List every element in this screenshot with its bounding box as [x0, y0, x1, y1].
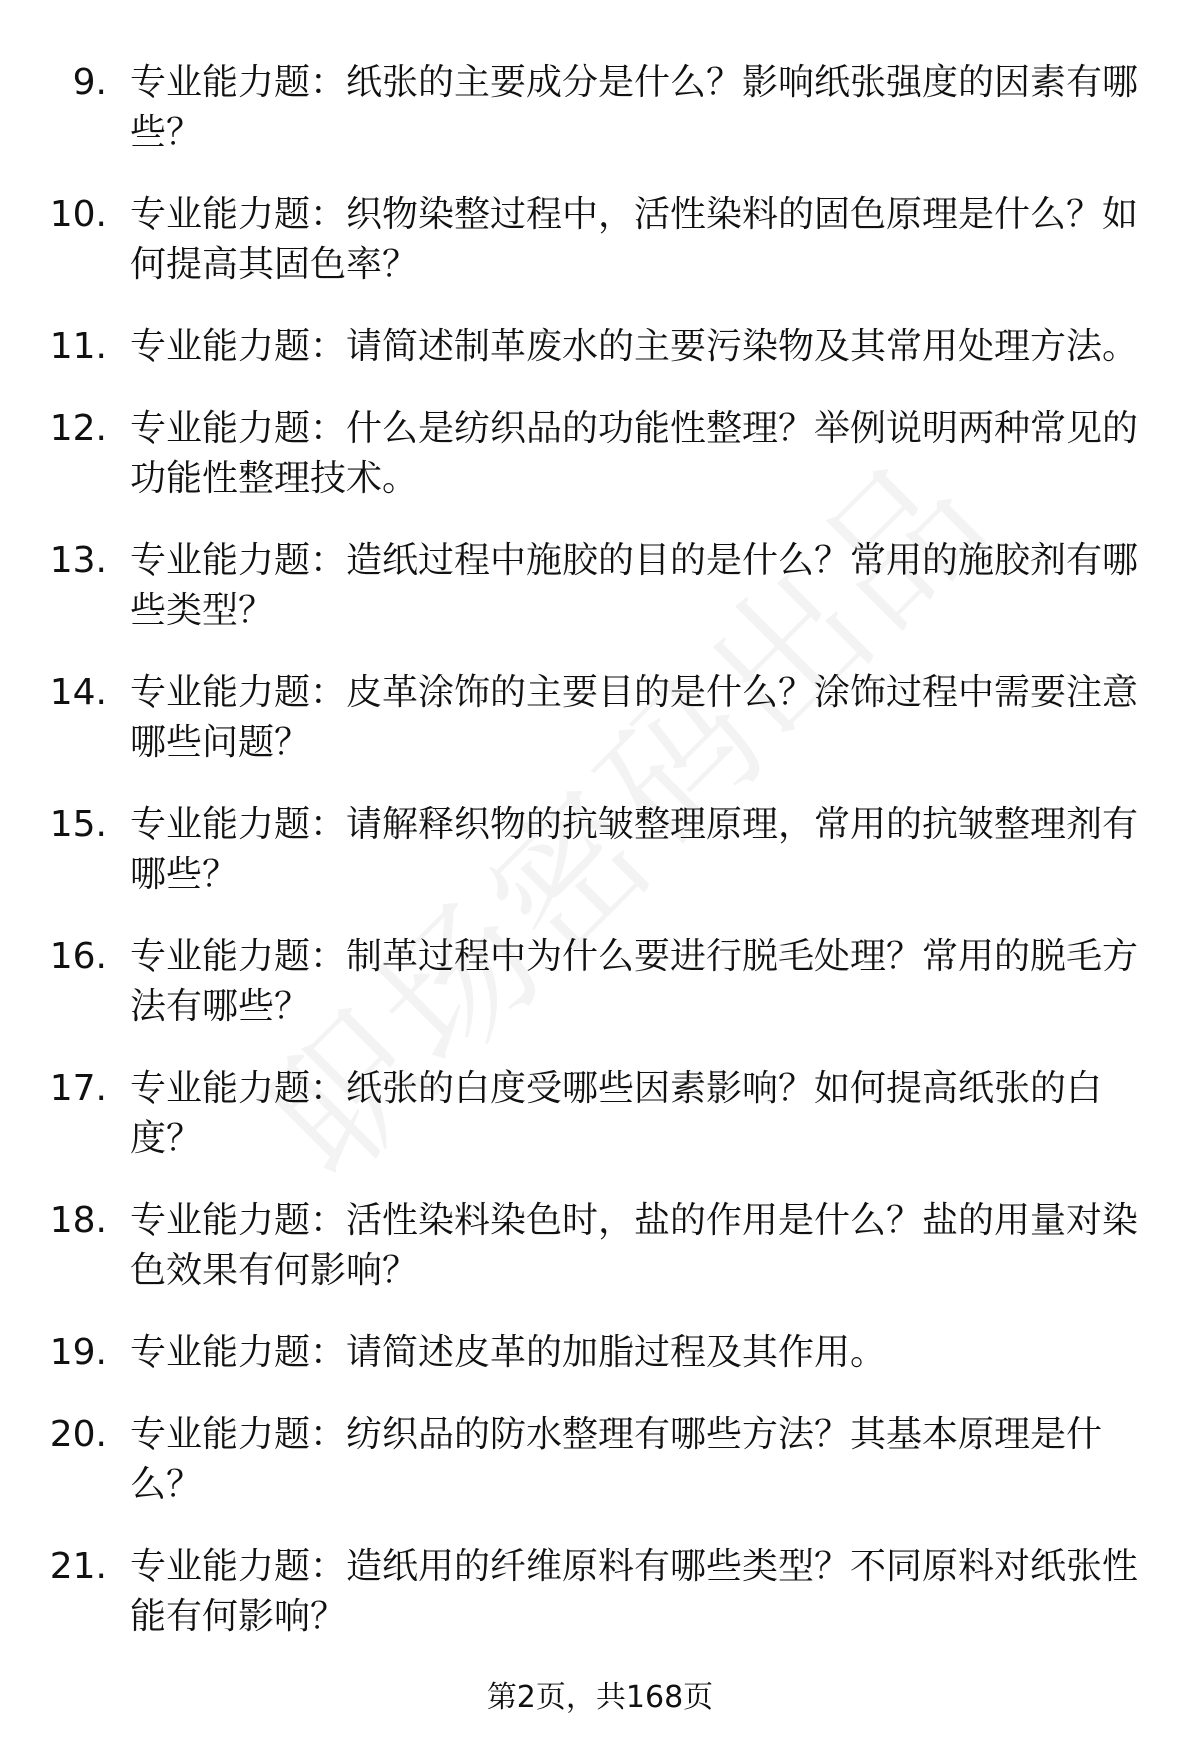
page-footer — [0, 1676, 1200, 1720]
question-number: 20. — [49, 1414, 107, 1455]
question-text: 专业能力题：皮革涂饰的主要目的是什么？涂饰过程中需要注意哪些问题？ — [130, 672, 1139, 763]
question-item — [0, 322, 1200, 372]
question-text: 专业能力题：活性染料染色时，盐的作用是什么？盐的用量对染色效果有何影响？ — [130, 1200, 1139, 1291]
question-number: 16. — [49, 936, 107, 977]
page-number-label: 第2页，共168页 — [486, 1680, 714, 1715]
question-text: 专业能力题：造纸过程中施胶的目的是什么？常用的施胶剂有哪些类型？ — [130, 540, 1139, 631]
question-text: 专业能力题：纸张的主要成分是什么？影响纸张强度的因素有哪些？ — [130, 62, 1139, 153]
question-number: 21. — [49, 1546, 107, 1587]
question-item — [0, 1542, 1200, 1642]
question-text: 专业能力题：请简述皮革的加脂过程及其作用。 — [130, 1332, 887, 1373]
question-item — [0, 536, 1200, 636]
question-text: 专业能力题：织物染整过程中，活性染料的固色原理是什么？如何提高其固色率？ — [130, 194, 1139, 285]
question-number: 13. — [49, 540, 107, 581]
question-number: 19. — [49, 1332, 107, 1373]
question-item — [0, 932, 1200, 1032]
question-text: 专业能力题：制革过程中为什么要进行脱毛处理？常用的脱毛方法有哪些？ — [130, 936, 1139, 1027]
question-item — [0, 58, 1200, 158]
question-number: 10. — [49, 194, 107, 235]
question-number: 14. — [49, 672, 107, 713]
question-number: 15. — [49, 804, 107, 845]
question-number: 9. — [72, 62, 107, 103]
question-item — [0, 1410, 1200, 1510]
question-text: 专业能力题：纺织品的防水整理有哪些方法？其基本原理是什么？ — [130, 1414, 1103, 1505]
question-number: 11. — [49, 326, 107, 367]
question-item — [0, 668, 1200, 768]
question-number: 17. — [49, 1068, 107, 1109]
question-item — [0, 1328, 1200, 1378]
question-text: 专业能力题：造纸用的纤维原料有哪些类型？不同原料对纸张性能有何影响？ — [130, 1546, 1139, 1637]
question-item — [0, 1064, 1200, 1164]
question-number: 18. — [49, 1200, 107, 1241]
question-item — [0, 800, 1200, 900]
question-item — [0, 404, 1200, 504]
question-text: 专业能力题：纸张的白度受哪些因素影响？如何提高纸张的白度？ — [130, 1068, 1103, 1159]
question-text: 专业能力题：什么是纺织品的功能性整理？举例说明两种常见的功能性整理技术。 — [130, 408, 1139, 499]
question-text: 专业能力题：请简述制革废水的主要污染物及其常用处理方法。 — [130, 326, 1139, 367]
question-item — [0, 1196, 1200, 1296]
question-list — [0, 58, 1200, 1674]
question-text: 专业能力题：请解释织物的抗皱整理原理，常用的抗皱整理剂有哪些？ — [130, 804, 1139, 895]
question-item — [0, 190, 1200, 290]
question-number: 12. — [49, 408, 107, 449]
